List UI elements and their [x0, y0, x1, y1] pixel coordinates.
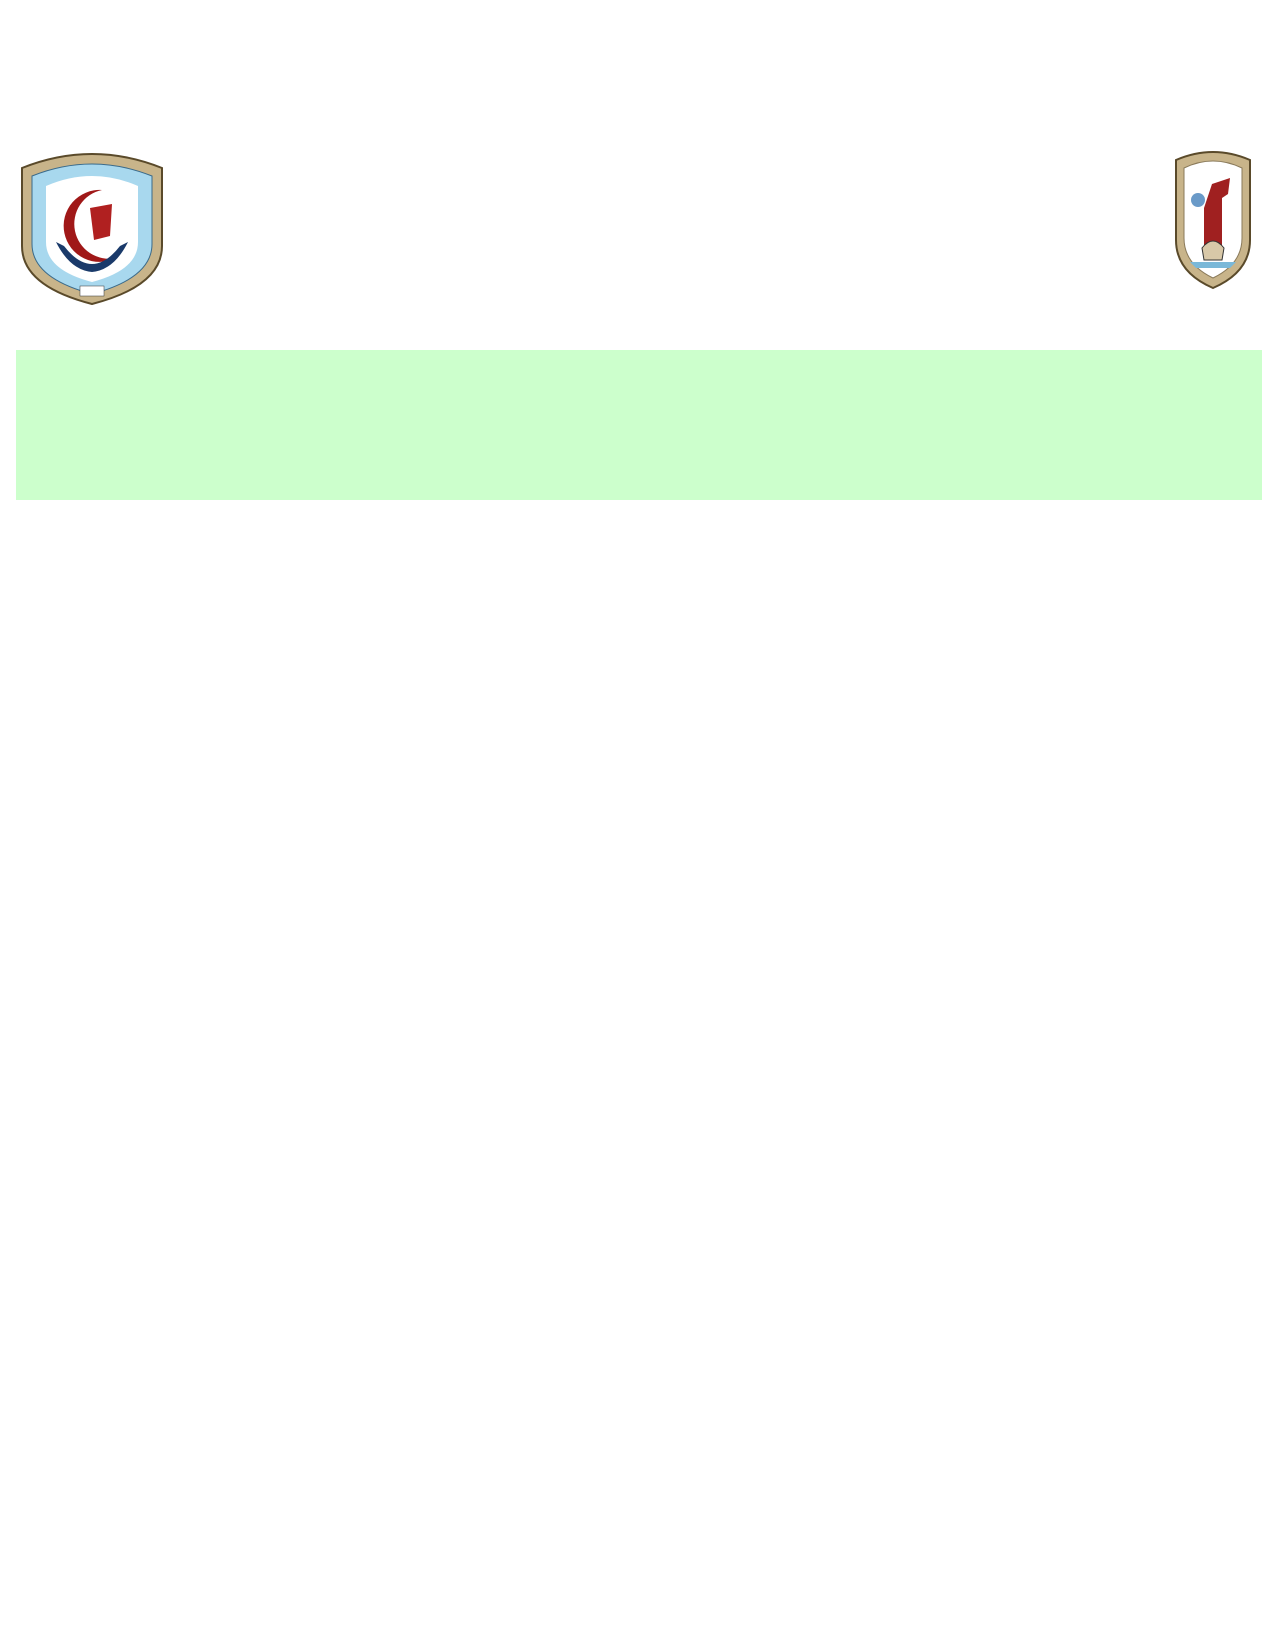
header-april	[772, 415, 880, 500]
header-electives-1	[568, 415, 772, 500]
header-december	[170, 415, 267, 500]
header-march	[772, 350, 880, 415]
header-february	[16, 415, 170, 500]
header-july	[470, 350, 568, 415]
header-may	[667, 350, 772, 415]
header-october	[267, 415, 365, 500]
header-june	[568, 350, 667, 415]
header-name	[884, 350, 1206, 500]
header-september	[267, 350, 365, 415]
header-electives-2	[365, 415, 568, 500]
header-august	[365, 350, 470, 415]
header-november	[170, 350, 267, 415]
header-january	[16, 350, 170, 415]
header-number	[1210, 350, 1262, 500]
